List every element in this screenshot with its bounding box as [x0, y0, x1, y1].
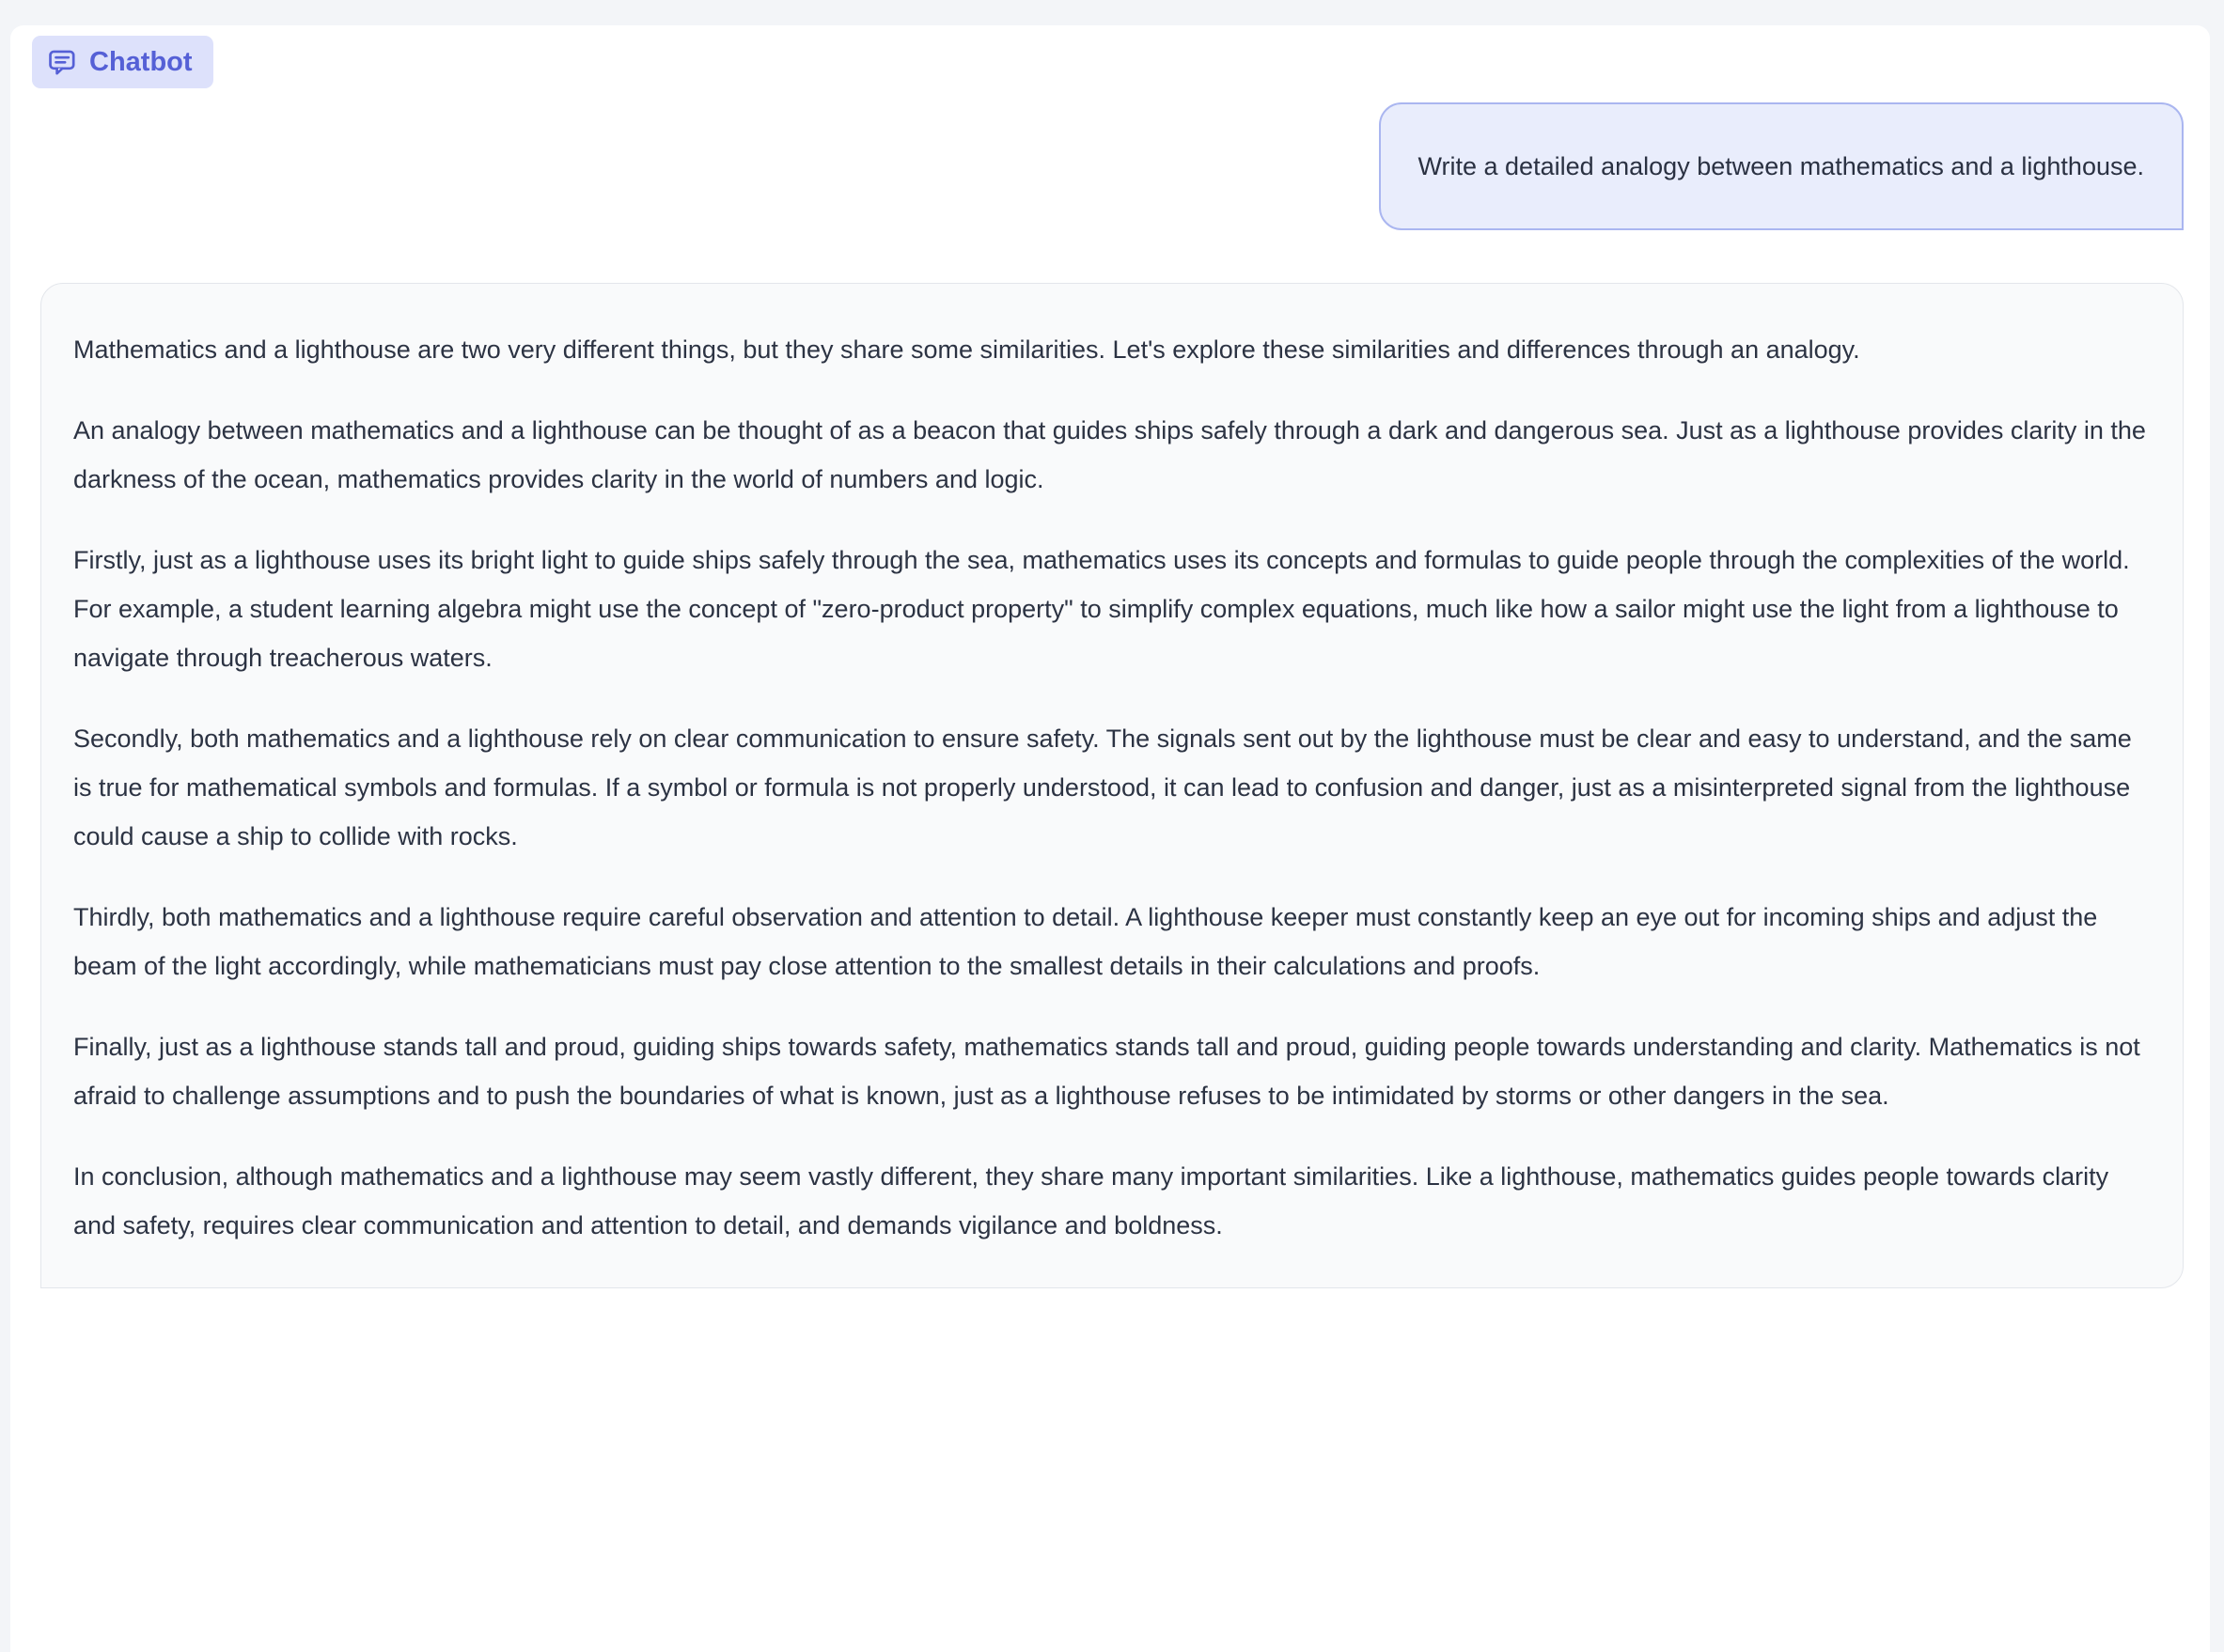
bot-paragraph: Secondly, both mathematics and a lighthouse rely on clear communication to ensure safety. The signals sent out by the lighthouse must be clear and easy to understand, and the same is true for mathematical symbols and formulas. If a symbol or formula is not properly understood, it can lead to confusion and danger, just as a misinterpreted signal from the lighthouse could cause a ship to collide with rocks.	[73, 725, 2132, 850]
app-container	[10, 25, 2210, 1652]
chat-bubble-icon	[46, 46, 78, 78]
chatbot-label-text: Chatbot	[89, 47, 193, 77]
bot-message-panel	[40, 283, 2184, 1288]
bot-message-row	[32, 283, 2184, 1288]
bot-paragraph: Finally, just as a lighthouse stands tall and proud, guiding ships towards safety, mathematics stands tall and proud, guiding people towards understanding and clarity. Mathematics is not afraid to challenge assumptions and to push the boundaries of what is known, just as a lighthouse refuses to be intimidated by storms or other dangers in the sea.	[73, 1033, 2140, 1110]
bot-paragraph: An analogy between mathematics and a lighthouse can be thought of as a beacon that guides ships safely through a dark and dangerous sea. Just as a lighthouse provides clarity in the darkness of the ocean, mathematics provides clarity in the world of numbers and logic.	[73, 416, 2146, 493]
bot-paragraph: Mathematics and a lighthouse are two very different things, but they share some similarities. Let's explore these similarities and differences through an analogy.	[73, 335, 1860, 364]
bot-paragraph: Firstly, just as a lighthouse uses its bright light to guide ships safely through the sea, mathematics uses its concepts and formulas to guide people through the complexities of the world. For example, a student learning algebra might use the concept of "zero-product property" to simplify complex equations, much like how a sailor might use the light from a lighthouse to navigate through treacherous waters.	[73, 546, 2130, 672]
chatbot-label	[32, 36, 213, 88]
user-message-bubble	[1379, 102, 2184, 230]
bot-paragraph: In conclusion, although mathematics and a lighthouse may seem vastly different, they share many important similarities. Like a lighthouse, mathematics guides people towards clarity and safety, requires clear communication and attention to detail, and demands vigilance and boldness.	[73, 1162, 2109, 1239]
user-message-row	[32, 102, 2184, 230]
user-message-text: Write a detailed analogy between mathematics and a lighthouse.	[1417, 152, 2144, 180]
bot-paragraph: Thirdly, both mathematics and a lighthouse require careful observation and attention to detail. A lighthouse keeper must constantly keep an eye out for incoming ships and adjust the beam of the light accordingly, while mathematicians must pay close attention to the smallest details in their calculations and proofs.	[73, 903, 2098, 980]
